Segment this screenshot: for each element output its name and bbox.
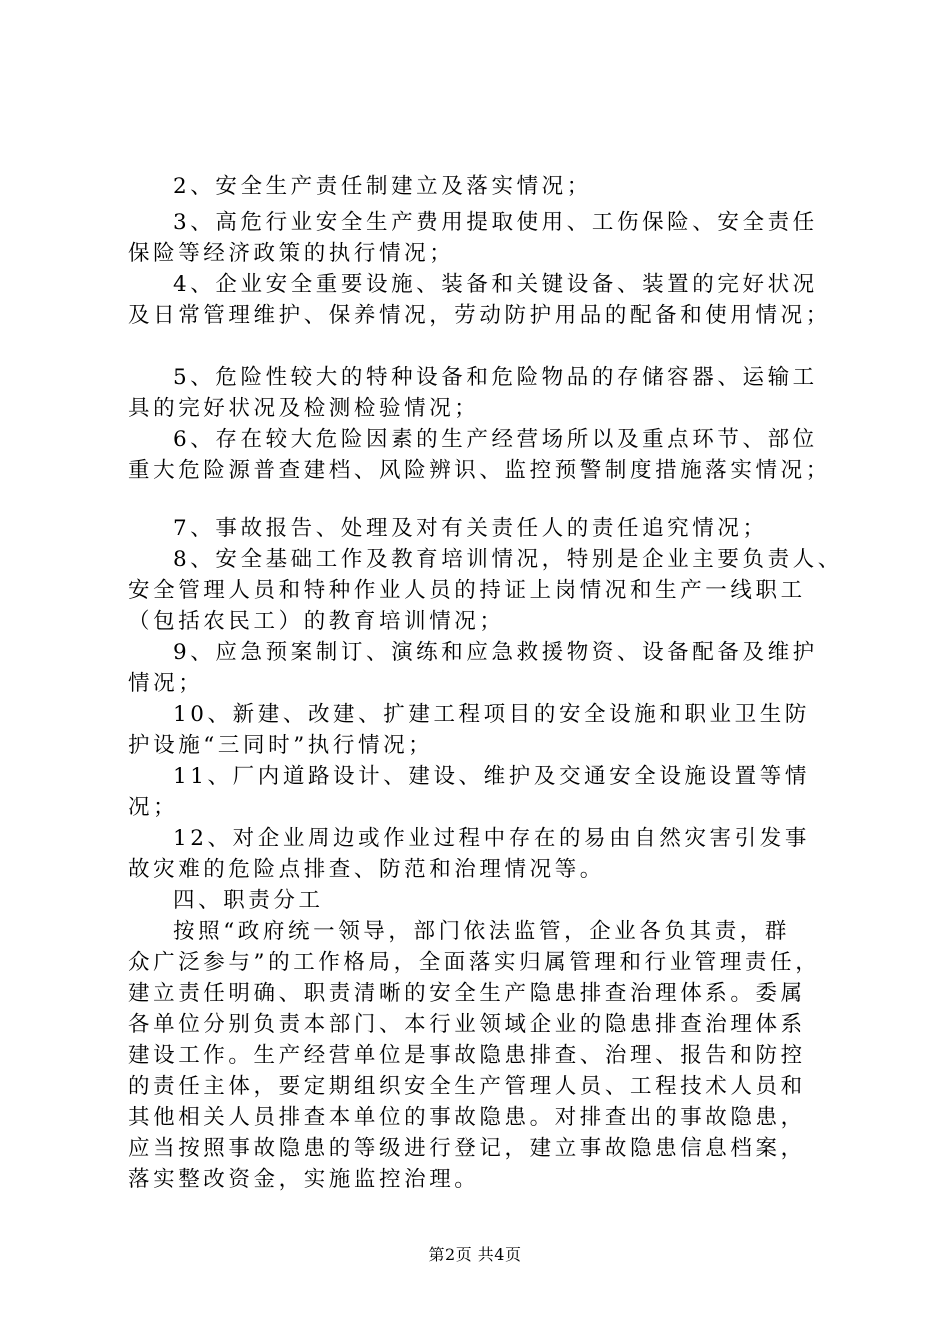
list-item-10: 10、新建、改建、扩建工程项目的安全设施和职业卫生防	[173, 702, 810, 727]
paragraph-line: 其他相关人员排查本单位的事故隐患。对排查出的事故隐患，	[128, 1105, 806, 1130]
paragraph-line: 各单位分别负责本部门、本行业领域企业的隐患排查治理体系	[128, 1012, 806, 1037]
list-item-2: 2、安全生产责任制建立及落实情况；	[173, 174, 592, 199]
list-item-8-cont: 安全管理人员和特种作业人员的持证上岗情况和生产一线职工	[128, 578, 806, 603]
list-item-10-cont: 护设施“三同时”执行情况；	[128, 733, 434, 758]
list-item-7: 7、事故报告、处理及对有关责任人的责任追究情况；	[173, 516, 768, 541]
list-item-3: 3、高危行业安全生产费用提取使用、工伤保险、安全责任	[173, 210, 818, 235]
page-number-footer: 第2页 共4页	[428, 1245, 522, 1264]
list-item-8-cont2: （包括农民工）的教育培训情况；	[128, 609, 505, 634]
list-item-4-cont: 及日常管理维护、保养情况，劳动防护用品的配备和使用情况；	[128, 303, 831, 328]
list-item-11-cont: 况；	[128, 795, 179, 820]
list-item-3-cont: 保险等经济政策的执行情况；	[128, 241, 455, 266]
list-item-11: 11、厂内道路设计、建设、维护及交通安全设施设置等情	[173, 764, 810, 789]
list-item-12: 12、对企业周边或作业过程中存在的易由自然灾害引发事	[173, 826, 810, 851]
list-item-9-cont: 情况；	[128, 671, 204, 696]
section-heading: 四、职责分工	[173, 888, 324, 913]
list-item-9: 9、应急预案制订、演练和应急救援物资、设备配备及维护	[173, 640, 818, 665]
paragraph-line: 的责任主体，要定期组织安全生产管理人员、工程技术人员和	[128, 1074, 806, 1099]
list-item-5: 5、危险性较大的特种设备和危险物品的存储容器、运输工	[173, 365, 818, 390]
list-item-6: 6、存在较大危险因素的生产经营场所以及重点环节、部位	[173, 427, 818, 452]
list-item-12-cont: 故灾难的危险点排查、防范和治理情况等。	[128, 857, 605, 882]
paragraph-line: 建设工作。生产经营单位是事故隐患排查、治理、报告和防控	[128, 1043, 806, 1068]
paragraph-line: 按照“政府统一领导，部门依法监管，企业各负其责，群	[173, 919, 790, 944]
paragraph-line: 应当按照事故隐患的等级进行登记，建立事故隐患信息档案，	[128, 1136, 806, 1161]
list-item-5-cont: 具的完好状况及检测检验情况；	[128, 396, 480, 421]
list-item-4: 4、企业安全重要设施、装备和关键设备、装置的完好状况	[173, 272, 818, 297]
list-item-6-cont: 重大危险源普查建档、风险辨识、监控预警制度措施落实情况；	[128, 458, 831, 483]
paragraph-line: 落实整改资金，实施监控治理。	[128, 1167, 480, 1192]
paragraph-line: 众广泛参与”的工作格局，全面落实归属管理和行业管理责任，	[128, 950, 821, 975]
paragraph-line: 建立责任明确、职责清晰的安全生产隐患排查治理体系。委属	[128, 981, 806, 1006]
list-item-8: 8、安全基础工作及教育培训情况，特别是企业主要负责人、	[173, 547, 843, 572]
